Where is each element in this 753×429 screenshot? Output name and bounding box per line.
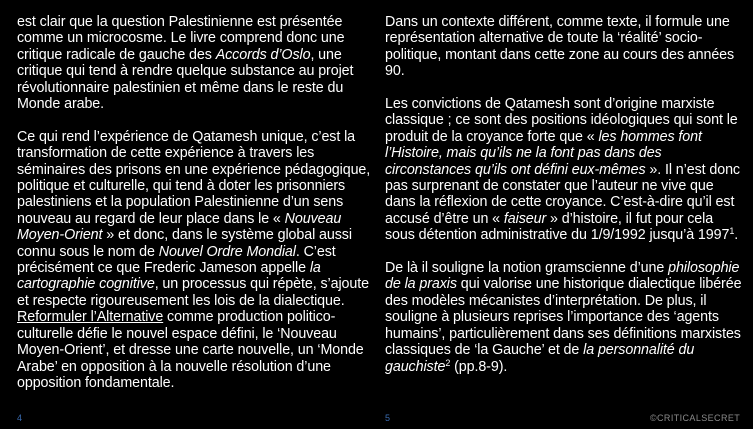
text-run: ». Il n’est donc pas surprenant de constater que l’auteur ne vive que dans la réflexion de cette croyance. C’est-à-dire qu’il est accusé d’être un «	[385, 161, 740, 227]
paragraph	[385, 96, 745, 244]
text-run: , une critique qui tend à rendre quelque substance au projet révolutionnaire palestinien et même dans le reste du Monde arabe.	[17, 46, 354, 113]
paragraph	[385, 260, 745, 375]
text-run: . C’est précisément ce que Frederic Jameson appelle	[17, 243, 336, 277]
text-run: qui valorise une historique dialectique libérée des modèles mécanistes d’interprétation. De plus, il souligne à plusieurs reprises l’importance des ‘agents humains’, particulièrement dans ses définitions marxistes classiques de ‘la Gauche’ et de	[385, 276, 742, 359]
paragraph	[17, 14, 377, 112]
text-run: Ce qui rend l’expérience de Qatamesh unique, c’est la transformation de cette expérience à travers les séminaires des prisons en une expérience pédagogique, politique et culturelle, qui tend à doter les prisonniers palestiniens et la population Palestinienne d’un sens nouveau au regard de leur place dans le «	[17, 128, 371, 227]
text-run: (pp.8-9).	[450, 358, 508, 375]
underlined-title: Reformuler l’Alternative	[17, 309, 164, 326]
page-number-left: 4	[17, 413, 23, 423]
text-run: Les convictions de Qatamesh sont d’origine marxiste classique ; ce sont des positions idéologiques qui sont le produit de la croyance forte que «	[385, 96, 738, 145]
right-column	[385, 14, 745, 375]
italic-quote: les hommes font l’Histoire, mais qu’ils ne la font pas dans des circonstances qu’ils ont défini eux-mêmes	[385, 128, 702, 178]
italic-text: philosophie de la praxis	[385, 260, 740, 293]
italic-text: Nouvel Ordre Mondial	[158, 243, 296, 260]
copyright-notice: ©CRITICALSECRET	[650, 413, 741, 423]
text-run: est clair que la question Palestinienne est présentée comme un microcosme. Le livre comprend donc une critique radicale de gauche des	[17, 14, 345, 63]
left-column	[17, 14, 377, 391]
paragraph	[17, 129, 377, 392]
text-run: » et donc, dans le système global aussi connu sous le nom de	[17, 227, 352, 260]
footnote-marker: 1	[729, 226, 735, 237]
italic-text: la cartographie cognitive	[17, 260, 321, 293]
text-run: comme production politico-culturelle défie le nouvel espace défini, le ‘Nouveau Moyen-Orient’, et dresse une carte nouvelle, un ‘Monde Arabe’ en opposition à la nouvelle résolution d’une opposition fondamentale.	[17, 309, 364, 391]
italic-text: faiseur	[503, 210, 547, 227]
text-run: , un processus qui répète, s’ajoute et respecte rigoureusement les lois de la dialectique.	[17, 276, 369, 309]
paragraph: Dans un contexte différent, comme texte, il formule une représentation alternative de toute la ‘réalité’ socio-politique, montant dans cette zone au cours des années 90.	[385, 14, 735, 80]
italic-text: la personnalité du gauchiste	[385, 342, 695, 375]
italic-text: Nouveau Moyen-Orient	[17, 210, 342, 244]
text-run: .	[734, 227, 739, 244]
footnote-marker: 2	[445, 357, 451, 368]
text-run: De là il souligne la notion gramscienne d’une	[385, 260, 669, 277]
text-run: » d’histoire, il fut pour cela sous détention administrative du 1/9/1992 jusqu’à 1997	[385, 210, 730, 244]
page-number-right: 5	[385, 413, 391, 423]
italic-text: Accords d’Oslo	[215, 46, 311, 63]
